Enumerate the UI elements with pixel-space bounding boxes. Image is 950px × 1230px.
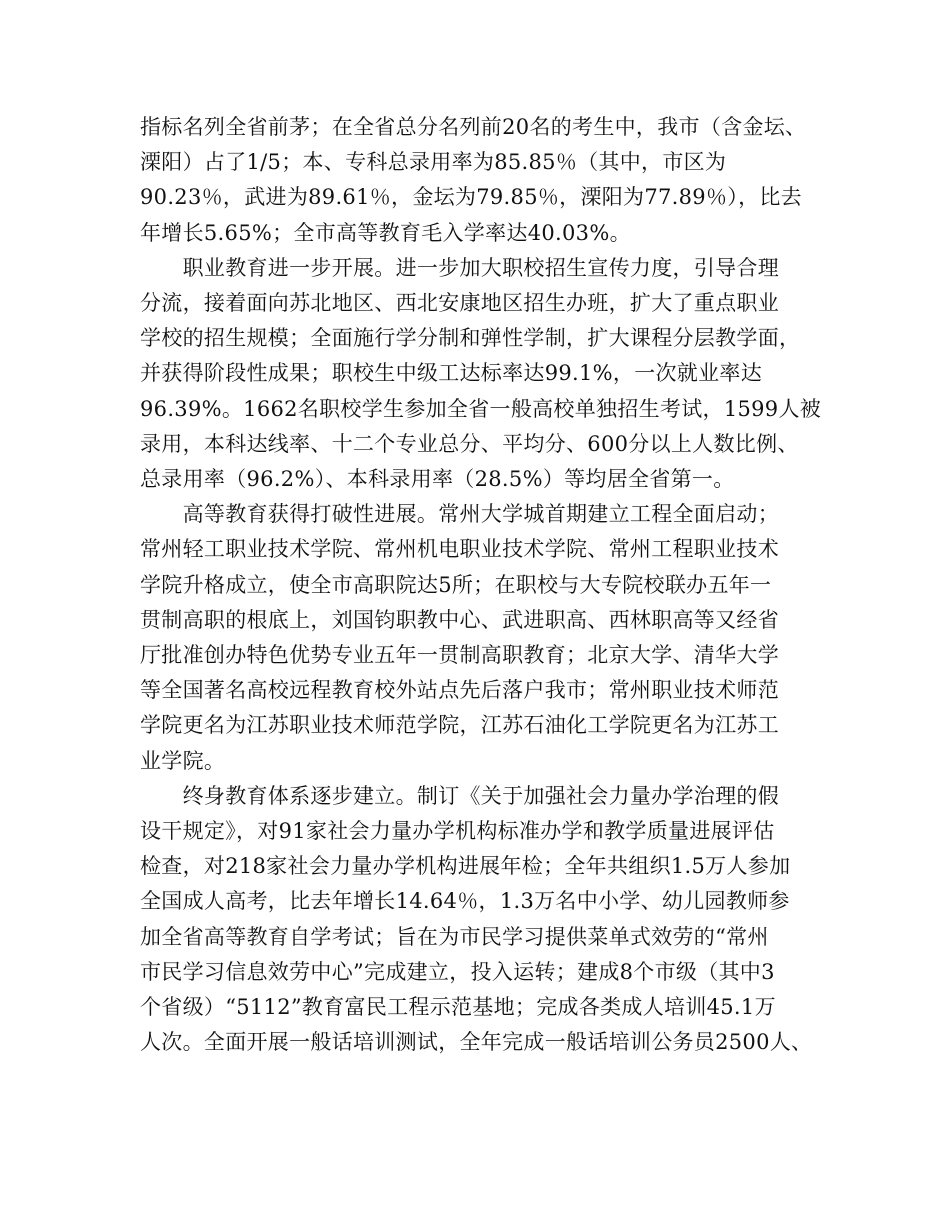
paragraph-vocational-education: 职业教育进一步开展。进一步加大职校招生宣传力度，引导合理 分流，接着面向苏北地区、西北安康地区招生办班，扩大了重点职业 学校的招生规模；全面施行学分制和弹性学制，扩大课程分层教学面， 并获得阶段性成果；职校生中级工达标率达99.1%，一次就业率达 96.39%。1662名职校学生参加全省一般高校单独招生考试，1599人被 录用，本科达线率、十二个专业总分、平均分、600分以上人数比例、 总录用率（96.2%）、本科录用率（28.5%）等均居全省第一。 — [140, 255, 822, 492]
paragraph-admissions: 指标名列全省前茅；在全省总分名列前20名的考生中，我市（含金坛、 溧阳）占了1/5；本、专科总录用率为85.85％（其中，市区为 90.23％，武进为89.61％，金坛为79.85％，溧阳为77.89％），比去 年增长5.65%；全市高等教育毛入学率达40.03%。 — [140, 115, 807, 245]
document-page — [140, 110, 825, 1060]
paragraph-lifelong-education: 终身教育体系逐步建立。制订《关于加强社会力量办学治理的假 设干规定》，对91家社会力量办学机构标准办学和教学质量进展评估 检查，对218家社会力量办学机构进展年检；全年共组织1.5万人参加 全国成人高考，比去年增长14.64％，1.3万名中小学、幼儿园教师参 加全省高等教育自学考试；旨在为市民学习提供菜单式效劳的“常州 市民学习信息效劳中心”完成建立，投入运转；建成8个市级（其中3 个省级）“5112”教育富民工程示范基地；完成各类成人培训45.1万 人次。全面开展一般话培训测试，全年完成一般话培训公务员2500人、 — [140, 783, 813, 1055]
paragraph-higher-education: 高等教育获得打破性进展。常州大学城首期建立工程全面启动； 常州轻工职业技术学院、常州机电职业技术学院、常州工程职业技术 学院升格成立，使全市高职院达5所；在职校与大专院校联办五年一 贯制高职的根底上，刘国钧职教中心、武进职高、西林职高等又经省 厅批准创办特色优势专业五年一贯制高职教育；北京大学、清华大学 等全国著名高校远程教育校外站点先后落户我市；常州职业技术师范 学院更名为江苏职业技术师范学院，江苏石油化工学院更名为江苏工 业学院。 — [140, 502, 779, 773]
